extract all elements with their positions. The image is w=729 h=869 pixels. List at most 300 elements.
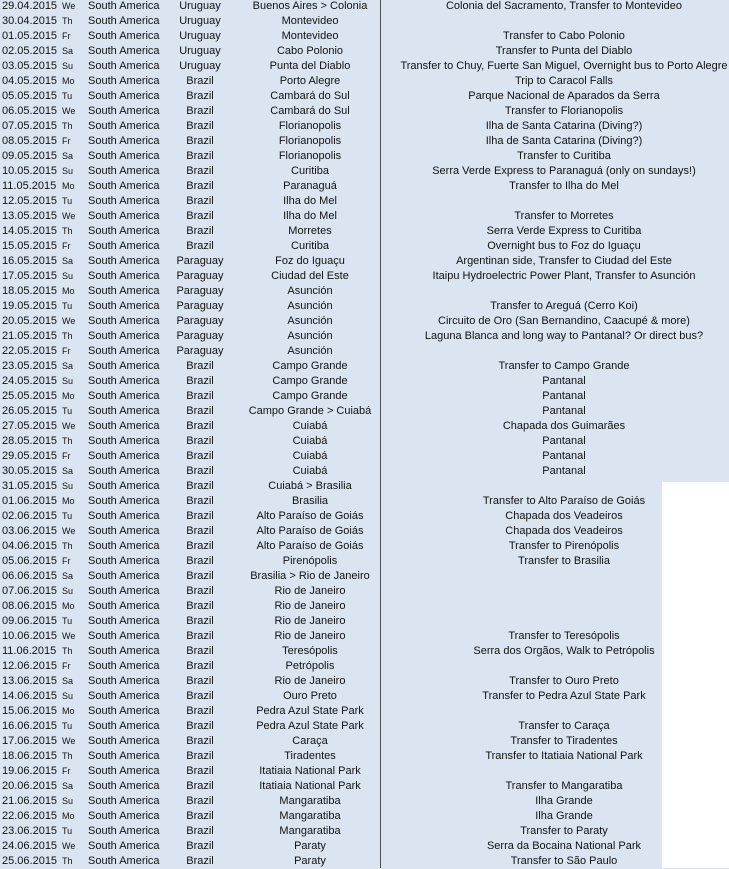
activity-cell[interactable]: Transfer to Florianopolis (504, 105, 624, 117)
activity-cell[interactable]: Transfer to Alto Paraíso de Goiás (482, 495, 646, 507)
country-cell[interactable]: Brazil (186, 570, 214, 582)
continent-cell[interactable]: South America (88, 195, 160, 207)
continent-cell[interactable]: South America (88, 405, 160, 417)
activity-cell[interactable] (382, 659, 729, 674)
date-cell[interactable]: 20.06.2015 (2, 780, 58, 792)
continent-cell[interactable]: South America (88, 300, 160, 312)
date-cell[interactable]: 13.05.2015 (2, 210, 58, 222)
activity-cell[interactable]: Argentinan side, Transfer to Ciudad del Este (456, 255, 672, 267)
continent-cell[interactable]: South America (88, 135, 160, 147)
date-cell[interactable]: 18.06.2015 (2, 750, 58, 762)
place-cell[interactable]: Cuiabá (292, 450, 328, 462)
date-cell[interactable]: 05.05.2015 (2, 90, 58, 102)
country-cell[interactable]: Brazil (186, 390, 214, 402)
country-cell[interactable]: Paraguay (176, 255, 224, 267)
weekday-cell[interactable]: Fr (62, 451, 71, 461)
activity-cell[interactable]: Chapada dos Guimarães (502, 420, 626, 432)
weekday-cell[interactable]: We (62, 316, 76, 326)
country-cell[interactable]: Brazil (186, 495, 214, 507)
date-cell[interactable]: 11.05.2015 (2, 180, 57, 192)
date-cell[interactable]: 02.05.2015 (2, 45, 58, 57)
activity-cell[interactable]: Transfer to Tiradentes (510, 735, 618, 747)
country-cell[interactable]: Brazil (186, 675, 214, 687)
continent-cell[interactable]: South America (88, 75, 160, 87)
place-cell[interactable]: Petrópolis (285, 660, 335, 672)
country-cell[interactable]: Paraguay (176, 345, 224, 357)
date-cell[interactable]: 21.06.2015 (2, 795, 58, 807)
country-cell[interactable]: Brazil (186, 405, 214, 417)
date-cell[interactable]: 10.06.2015 (2, 630, 58, 642)
date-cell[interactable]: 25.05.2015 (2, 390, 58, 402)
place-cell[interactable]: Alto Paraíso de Goiás (256, 540, 364, 552)
continent-cell[interactable]: South America (88, 390, 160, 402)
date-cell[interactable]: 15.06.2015 (2, 705, 58, 717)
activity-cell[interactable]: Chapada dos Veadeiros (505, 510, 623, 522)
weekday-cell[interactable]: Mo (62, 496, 75, 506)
place-cell[interactable]: Asunción (287, 315, 333, 327)
continent-cell[interactable]: South America (88, 105, 160, 117)
date-cell[interactable]: 19.05.2015 (2, 300, 58, 312)
activity-cell[interactable]: Transfer to Ouro Preto (509, 675, 619, 687)
country-cell[interactable]: Brazil (186, 105, 214, 117)
weekday-cell[interactable]: Th (62, 646, 73, 656)
weekday-cell[interactable]: Sa (62, 361, 74, 371)
continent-cell[interactable]: South America (88, 645, 160, 657)
continent-cell[interactable]: South America (88, 420, 160, 432)
country-cell[interactable]: Brazil (186, 810, 214, 822)
country-cell[interactable]: Brazil (186, 420, 214, 432)
country-cell[interactable]: Brazil (186, 705, 214, 717)
activity-cell[interactable]: Overnight bus to Foz do Iguaçu (487, 240, 641, 252)
country-cell[interactable]: Brazil (186, 480, 214, 492)
weekday-cell[interactable]: Mo (62, 601, 75, 611)
continent-cell[interactable]: South America (88, 165, 160, 177)
place-cell[interactable]: Florianopolis (278, 150, 342, 162)
country-cell[interactable]: Brazil (186, 510, 214, 522)
place-cell[interactable]: Campo Grande (272, 390, 348, 402)
weekday-cell[interactable]: Mo (62, 391, 75, 401)
continent-cell[interactable]: South America (88, 600, 160, 612)
date-cell[interactable]: 02.06.2015 (2, 510, 58, 522)
country-cell[interactable]: Brazil (186, 585, 214, 597)
weekday-cell[interactable]: Su (62, 481, 74, 491)
country-cell[interactable]: Paraguay (176, 330, 224, 342)
country-cell[interactable]: Brazil (186, 525, 214, 537)
activity-cell[interactable]: Transfer to Cabo Polonio (503, 30, 625, 42)
continent-cell[interactable]: South America (88, 45, 160, 57)
activity-cell[interactable]: Circuito de Oro (San Bernandino, Caacupé & more) (438, 315, 690, 327)
date-cell[interactable]: 07.06.2015 (2, 585, 58, 597)
weekday-cell[interactable]: Sa (62, 256, 74, 266)
country-cell[interactable]: Brazil (186, 795, 214, 807)
weekday-cell[interactable]: Tu (62, 91, 73, 101)
place-cell[interactable]: Rio de Janeiro (274, 600, 346, 612)
continent-cell[interactable]: South America (88, 720, 160, 732)
weekday-cell[interactable]: Sa (62, 676, 74, 686)
activity-cell[interactable]: Laguna Blanca and long way to Pantanal? Or direct bus? (424, 330, 704, 342)
weekday-cell[interactable]: Fr (62, 556, 71, 566)
activity-cell[interactable]: Transfer to Ilha do Mel (509, 180, 619, 192)
country-cell[interactable]: Brazil (186, 840, 214, 852)
country-cell[interactable]: Brazil (186, 780, 214, 792)
weekday-cell[interactable]: Sa (62, 466, 74, 476)
continent-cell[interactable]: South America (88, 30, 160, 42)
activity-cell[interactable]: Transfer to Curitiba (517, 150, 611, 162)
place-cell[interactable]: Mangaratiba (279, 810, 341, 822)
continent-cell[interactable]: South America (88, 60, 160, 72)
weekday-cell[interactable]: Su (62, 166, 74, 176)
continent-cell[interactable]: South America (88, 585, 160, 597)
continent-cell[interactable]: South America (88, 375, 160, 387)
activity-cell[interactable] (382, 614, 729, 629)
weekday-cell[interactable]: Tu (62, 616, 73, 626)
activity-cell[interactable]: Itaipu Hydroelectric Power Plant, Transfer to Asunción (432, 270, 696, 282)
date-cell[interactable]: 17.06.2015 (2, 735, 58, 747)
activity-cell[interactable]: Pantanal (542, 465, 586, 477)
continent-cell[interactable]: South America (88, 90, 160, 102)
activity-cell[interactable]: Serra Verde Express to Curitiba (486, 225, 642, 237)
country-cell[interactable]: Uruguay (179, 15, 221, 27)
place-cell[interactable]: Campo Grande (272, 360, 348, 372)
date-cell[interactable]: 14.06.2015 (2, 690, 58, 702)
country-cell[interactable]: Brazil (186, 360, 214, 372)
country-cell[interactable]: Brazil (186, 375, 214, 387)
activity-cell[interactable] (382, 14, 729, 29)
date-cell[interactable]: 16.05.2015 (2, 255, 58, 267)
place-cell[interactable]: Morretes (288, 225, 332, 237)
continent-cell[interactable]: South America (88, 0, 160, 12)
date-cell[interactable]: 03.06.2015 (2, 525, 58, 537)
continent-cell[interactable]: South America (88, 615, 160, 627)
activity-cell[interactable]: Transfer to São Paulo (510, 855, 618, 867)
weekday-cell[interactable]: We (62, 1, 76, 11)
weekday-cell[interactable]: Sa (62, 781, 74, 791)
weekday-cell[interactable]: We (62, 736, 76, 746)
continent-cell[interactable]: South America (88, 660, 160, 672)
date-cell[interactable]: 31.05.2015 (2, 480, 58, 492)
place-cell[interactable]: Ouro Preto (283, 690, 337, 702)
activity-cell[interactable]: Transfer to Morretes (514, 210, 614, 222)
weekday-cell[interactable]: Tu (62, 511, 73, 521)
date-cell[interactable]: 16.06.2015 (2, 720, 58, 732)
activity-cell[interactable]: Pantanal (542, 450, 586, 462)
activity-cell[interactable]: Transfer to Pirenópolis (508, 540, 620, 552)
activity-cell[interactable]: Transfer to Paraty (520, 825, 608, 837)
weekday-cell[interactable]: Su (62, 691, 74, 701)
continent-cell[interactable]: South America (88, 450, 160, 462)
continent-cell[interactable]: South America (88, 360, 160, 372)
place-cell[interactable]: Asunción (287, 330, 333, 342)
activity-cell[interactable]: Colonia del Sacramento, Transfer to Montevideo (445, 0, 683, 12)
weekday-cell[interactable]: Th (62, 331, 73, 341)
continent-cell[interactable]: South America (88, 795, 160, 807)
place-cell[interactable]: Paraty (294, 840, 326, 852)
place-cell[interactable]: Porto Alegre (279, 75, 341, 87)
country-cell[interactable]: Brazil (186, 720, 214, 732)
continent-cell[interactable]: South America (88, 540, 160, 552)
country-cell[interactable]: Brazil (186, 465, 214, 477)
country-cell[interactable]: Paraguay (176, 315, 224, 327)
activity-cell[interactable]: Transfer to Itatiaia National Park (485, 750, 643, 762)
place-cell[interactable]: Brasilia (291, 495, 329, 507)
date-cell[interactable]: 21.05.2015 (2, 330, 58, 342)
activity-cell[interactable]: Chapada dos Veadeiros (505, 525, 623, 537)
place-cell[interactable]: Rio de Janeiro (274, 585, 346, 597)
country-cell[interactable]: Brazil (186, 735, 214, 747)
activity-cell[interactable]: Ilha de Santa Catarina (Diving?) (485, 135, 643, 147)
activity-cell[interactable]: Pantanal (542, 405, 586, 417)
place-cell[interactable]: Mangaratiba (279, 825, 341, 837)
place-cell[interactable]: Alto Paraíso de Goiás (256, 525, 364, 537)
place-cell[interactable]: Caraça (292, 735, 328, 747)
date-cell[interactable]: 10.05.2015 (2, 165, 58, 177)
continent-cell[interactable]: South America (88, 510, 160, 522)
activity-cell[interactable]: Pantanal (542, 375, 586, 387)
country-cell[interactable]: Brazil (186, 135, 214, 147)
country-cell[interactable]: Uruguay (179, 30, 221, 42)
activity-cell[interactable] (382, 479, 729, 494)
weekday-cell[interactable]: Th (62, 541, 73, 551)
place-cell[interactable]: Curitiba (291, 165, 329, 177)
place-cell[interactable]: Buenos Aires > Colonia (252, 0, 368, 12)
continent-cell[interactable]: South America (88, 15, 160, 27)
continent-cell[interactable]: South America (88, 525, 160, 537)
date-cell[interactable]: 15.05.2015 (2, 240, 58, 252)
place-cell[interactable]: Campo Grande (272, 375, 348, 387)
place-cell[interactable]: Itatiaia National Park (259, 765, 361, 777)
weekday-cell[interactable]: Fr (62, 241, 71, 251)
activity-cell[interactable]: Transfer to Chuy, Fuerte San Miguel, Overnight bus to Porto Alegre (400, 60, 728, 72)
place-cell[interactable]: Teresópolis (282, 645, 338, 657)
date-cell[interactable]: 07.05.2015 (2, 120, 58, 132)
weekday-cell[interactable]: Fr (62, 136, 71, 146)
date-cell[interactable]: 08.05.2015 (2, 135, 58, 147)
weekday-cell[interactable]: Mo (62, 706, 75, 716)
continent-cell[interactable]: South America (88, 735, 160, 747)
activity-cell[interactable]: Transfer to Mangaratiba (505, 780, 623, 792)
date-cell[interactable]: 18.05.2015 (2, 285, 58, 297)
date-cell[interactable]: 23.05.2015 (2, 360, 58, 372)
weekday-cell[interactable]: Tu (62, 406, 73, 416)
place-cell[interactable]: Florianopolis (278, 120, 342, 132)
weekday-cell[interactable]: Mo (62, 286, 75, 296)
date-cell[interactable]: 03.05.2015 (2, 60, 58, 72)
activity-cell[interactable]: Serra dos Orgãos, Walk to Petrópolis (473, 645, 655, 657)
date-cell[interactable]: 06.05.2015 (2, 105, 58, 117)
weekday-cell[interactable]: Su (62, 61, 74, 71)
place-cell[interactable]: Rio de Janeiro (274, 675, 346, 687)
place-cell[interactable]: Cabo Polonio (276, 45, 344, 57)
continent-cell[interactable]: South America (88, 675, 160, 687)
weekday-cell[interactable]: Th (62, 751, 73, 761)
weekday-cell[interactable]: Tu (62, 826, 73, 836)
country-cell[interactable]: Uruguay (179, 60, 221, 72)
weekday-cell[interactable]: We (62, 421, 76, 431)
date-cell[interactable]: 17.05.2015 (2, 270, 58, 282)
continent-cell[interactable]: South America (88, 780, 160, 792)
activity-cell[interactable]: Pantanal (542, 435, 586, 447)
date-cell[interactable]: 25.06.2015 (2, 855, 58, 867)
country-cell[interactable]: Brazil (186, 660, 214, 672)
weekday-cell[interactable]: Tu (62, 196, 73, 206)
continent-cell[interactable]: South America (88, 690, 160, 702)
continent-cell[interactable]: South America (88, 225, 160, 237)
continent-cell[interactable]: South America (88, 330, 160, 342)
place-cell[interactable]: Cuiabá (292, 435, 328, 447)
weekday-cell[interactable]: We (62, 631, 76, 641)
weekday-cell[interactable]: Sa (62, 46, 74, 56)
continent-cell[interactable]: South America (88, 210, 160, 222)
activity-cell[interactable]: Transfer to Caraça (518, 720, 610, 732)
continent-cell[interactable]: South America (88, 810, 160, 822)
date-cell[interactable]: 01.05.2015 (2, 30, 58, 42)
activity-cell[interactable]: Transfer to Punta del Diablo (495, 45, 633, 57)
activity-cell[interactable]: Transfer to Pedra Azul State Park (482, 690, 646, 702)
place-cell[interactable]: Cuiabá > Brasilia (268, 480, 352, 492)
date-cell[interactable]: 09.05.2015 (2, 150, 58, 162)
country-cell[interactable]: Paraguay (176, 270, 224, 282)
weekday-cell[interactable]: Fr (62, 766, 71, 776)
date-cell[interactable]: 08.06.2015 (2, 600, 58, 612)
continent-cell[interactable]: South America (88, 570, 160, 582)
place-cell[interactable]: Asunción (287, 300, 333, 312)
activity-cell[interactable]: Ilha de Santa Catarina (Diving?) (485, 120, 643, 132)
country-cell[interactable]: Brazil (186, 645, 214, 657)
weekday-cell[interactable]: Th (62, 121, 73, 131)
country-cell[interactable]: Brazil (186, 435, 214, 447)
continent-cell[interactable]: South America (88, 765, 160, 777)
country-cell[interactable]: Brazil (186, 630, 214, 642)
country-cell[interactable]: Uruguay (179, 45, 221, 57)
activity-cell[interactable]: Ilha Grande (535, 810, 593, 822)
country-cell[interactable]: Brazil (186, 855, 214, 867)
country-cell[interactable]: Brazil (186, 690, 214, 702)
continent-cell[interactable]: South America (88, 855, 160, 867)
date-cell[interactable]: 27.05.2015 (2, 420, 58, 432)
place-cell[interactable]: Rio de Janeiro (274, 630, 346, 642)
place-cell[interactable]: Brasilia > Rio de Janeiro (250, 570, 370, 582)
weekday-cell[interactable]: Fr (62, 661, 71, 671)
continent-cell[interactable]: South America (88, 435, 160, 447)
weekday-cell[interactable]: Mo (62, 181, 75, 191)
date-cell[interactable]: 11.06.2015 (2, 645, 57, 657)
weekday-cell[interactable]: Sa (62, 151, 74, 161)
country-cell[interactable]: Brazil (186, 180, 214, 192)
place-cell[interactable]: Tiradentes (284, 750, 336, 762)
date-cell[interactable]: 28.05.2015 (2, 435, 58, 447)
country-cell[interactable]: Brazil (186, 165, 214, 177)
weekday-cell[interactable]: Su (62, 271, 74, 281)
country-cell[interactable]: Brazil (186, 75, 214, 87)
continent-cell[interactable]: South America (88, 240, 160, 252)
weekday-cell[interactable]: Th (62, 226, 73, 236)
weekday-cell[interactable]: Su (62, 586, 74, 596)
place-cell[interactable]: Ilha do Mel (283, 195, 337, 207)
date-cell[interactable]: 06.06.2015 (2, 570, 58, 582)
weekday-cell[interactable]: Su (62, 796, 74, 806)
place-cell[interactable]: Mangaratiba (279, 795, 341, 807)
date-cell[interactable]: 30.05.2015 (2, 465, 58, 477)
place-cell[interactable]: Punta del Diablo (269, 60, 351, 72)
place-cell[interactable]: Asunción (287, 285, 333, 297)
weekday-cell[interactable]: We (62, 841, 76, 851)
place-cell[interactable]: Curitiba (291, 240, 329, 252)
country-cell[interactable]: Brazil (186, 195, 214, 207)
activity-cell[interactable] (382, 764, 729, 779)
continent-cell[interactable]: South America (88, 255, 160, 267)
place-cell[interactable]: Pedra Azul State Park (256, 720, 364, 732)
activity-cell[interactable]: Pantanal (542, 390, 586, 402)
continent-cell[interactable]: South America (88, 495, 160, 507)
place-cell[interactable]: Paraty (294, 855, 326, 867)
weekday-cell[interactable]: Th (62, 436, 73, 446)
continent-cell[interactable]: South America (88, 180, 160, 192)
date-cell[interactable]: 13.06.2015 (2, 675, 58, 687)
country-cell[interactable]: Brazil (186, 555, 214, 567)
date-cell[interactable]: 09.06.2015 (2, 615, 58, 627)
place-cell[interactable]: Asunción (287, 345, 333, 357)
activity-cell[interactable]: Transfer to Campo Grande (498, 360, 630, 372)
weekday-cell[interactable]: We (62, 211, 76, 221)
date-cell[interactable]: 04.06.2015 (2, 540, 58, 552)
date-cell[interactable]: 12.05.2015 (2, 195, 58, 207)
weekday-cell[interactable]: Mo (62, 76, 75, 86)
place-cell[interactable]: Pirenópolis (282, 555, 338, 567)
activity-cell[interactable]: Transfer to Teresópolis (508, 630, 620, 642)
weekday-cell[interactable]: Su (62, 376, 74, 386)
weekday-cell[interactable]: We (62, 526, 76, 536)
date-cell[interactable]: 22.05.2015 (2, 345, 58, 357)
country-cell[interactable]: Uruguay (179, 0, 221, 12)
weekday-cell[interactable]: Sa (62, 571, 74, 581)
continent-cell[interactable]: South America (88, 465, 160, 477)
date-cell[interactable]: 04.05.2015 (2, 75, 58, 87)
date-cell[interactable]: 01.06.2015 (2, 495, 58, 507)
weekday-cell[interactable]: We (62, 106, 76, 116)
activity-cell[interactable]: Serra Verde Express to Paranaguá (only on sundays!) (432, 165, 696, 177)
continent-cell[interactable]: South America (88, 120, 160, 132)
activity-cell[interactable]: Parque Nacional de Aparados da Serra (468, 90, 660, 102)
continent-cell[interactable]: South America (88, 270, 160, 282)
date-cell[interactable]: 19.06.2015 (2, 765, 58, 777)
date-cell[interactable]: 30.04.2015 (2, 15, 58, 27)
place-cell[interactable]: Itatiaia National Park (259, 780, 361, 792)
activity-cell[interactable] (382, 704, 729, 719)
continent-cell[interactable]: South America (88, 345, 160, 357)
place-cell[interactable]: Ilha do Mel (283, 210, 337, 222)
date-cell[interactable]: 29.05.2015 (2, 450, 58, 462)
activity-cell[interactable]: Transfer to Brasilia (518, 555, 610, 567)
country-cell[interactable]: Paraguay (176, 300, 224, 312)
place-cell[interactable]: Cuiabá (292, 465, 328, 477)
place-cell[interactable]: Paranaguá (283, 180, 337, 192)
country-cell[interactable]: Brazil (186, 240, 214, 252)
place-cell[interactable]: Montevideo (281, 30, 339, 42)
country-cell[interactable]: Brazil (186, 825, 214, 837)
continent-cell[interactable]: South America (88, 285, 160, 297)
weekday-cell[interactable]: Mo (62, 811, 75, 821)
continent-cell[interactable]: South America (88, 315, 160, 327)
date-cell[interactable]: 05.06.2015 (2, 555, 58, 567)
country-cell[interactable]: Brazil (186, 210, 214, 222)
continent-cell[interactable]: South America (88, 480, 160, 492)
activity-cell[interactable] (382, 569, 729, 584)
place-cell[interactable]: Ciudad del Este (271, 270, 349, 282)
date-cell[interactable]: 24.05.2015 (2, 375, 58, 387)
continent-cell[interactable]: South America (88, 705, 160, 717)
place-cell[interactable]: Florianopolis (278, 135, 342, 147)
country-cell[interactable]: Brazil (186, 750, 214, 762)
